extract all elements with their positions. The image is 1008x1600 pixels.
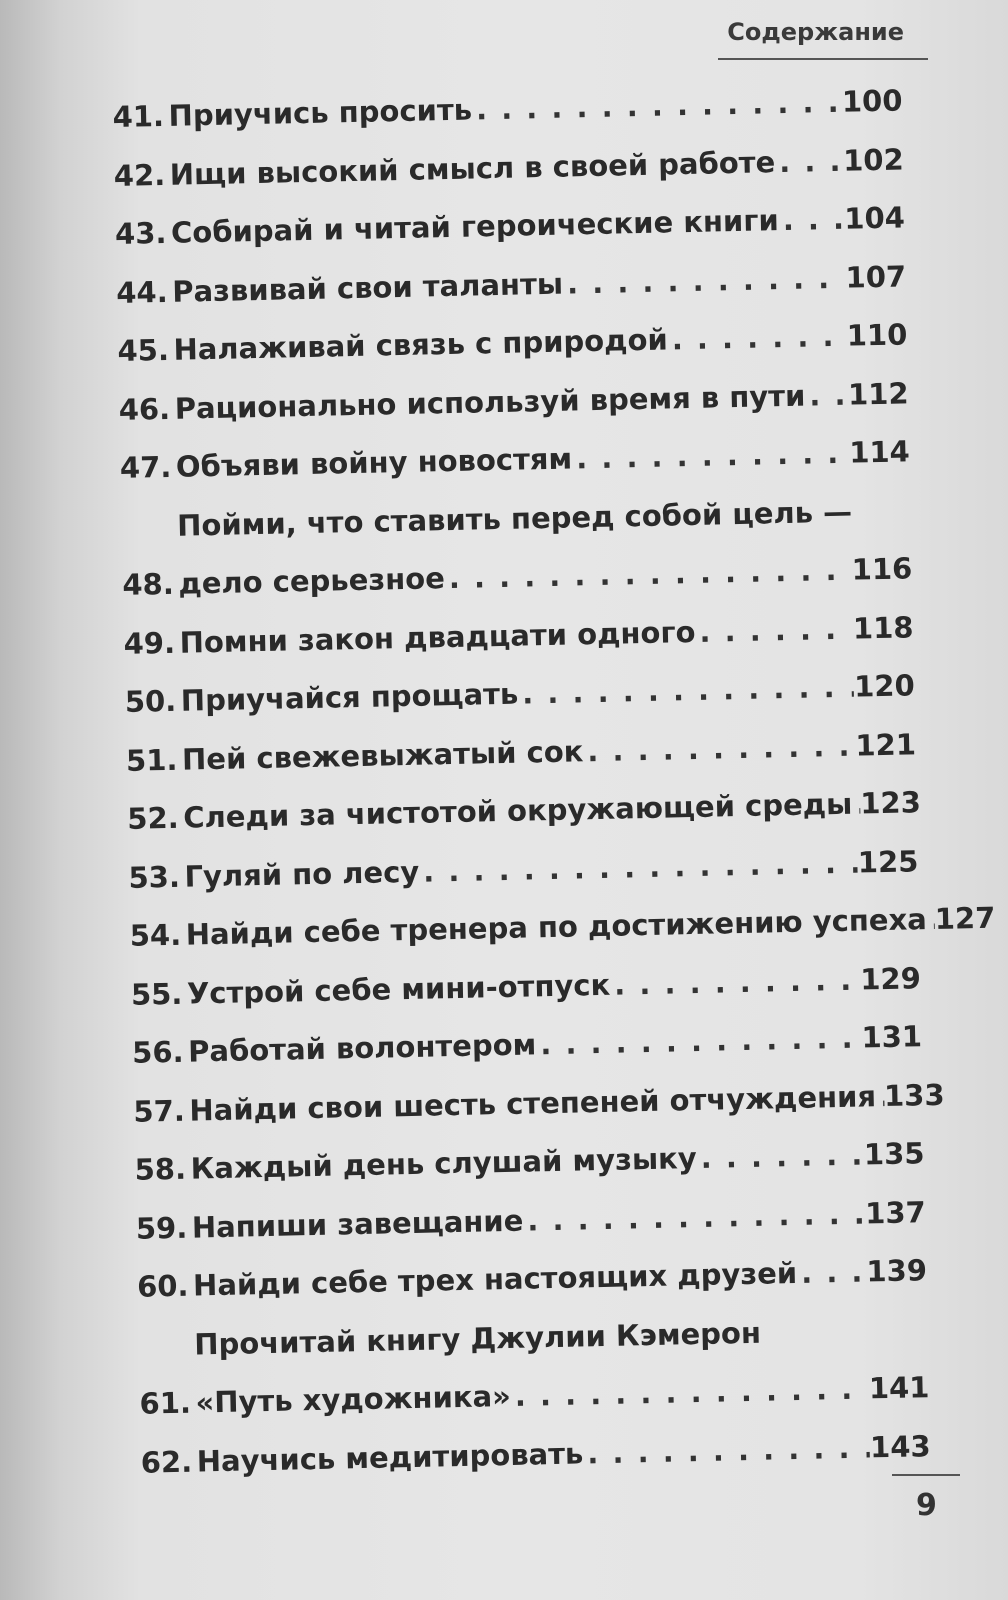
entry-title: Ищи высокий смысл в своей работе [169,144,776,192]
entry-title: Устрой себе мини-отпуск [186,967,611,1011]
entry-title: Гуляй по лесу [184,854,420,894]
entry-title: Работай волонтером [187,1027,537,1069]
entry-title: Научись медитировать [196,1435,584,1479]
entry-number: 51. [125,742,178,778]
leader-dots [805,365,849,424]
entry-number: 41. [112,98,165,134]
entry-number: 43. [114,215,167,251]
entry-number: 58. [134,1151,187,1187]
entry-title: Объяви войну новостям [175,441,573,484]
entry-number: 47. [119,449,172,485]
entry-number: 61. [139,1385,192,1421]
entry-page: 133 [883,1077,945,1113]
entry-title: Найди себе тренера по достижению успеха [185,902,928,952]
leader-dots [583,716,856,780]
leader-dots [775,131,844,191]
entry-page: 112 [847,375,909,412]
entry-number: 42. [113,157,166,193]
entry-number: 56. [131,1034,184,1070]
entry-page: 118 [852,609,914,646]
footer-rule [892,1474,960,1476]
entry-title: «Путь художника» [195,1378,512,1420]
entry-page: 127 [934,900,996,936]
entry-number: 54. [129,917,182,953]
entry-number: 53. [128,859,181,895]
entry-page: 102 [842,141,905,178]
entry-page: 110 [846,317,908,353]
entry-page: 131 [861,1019,923,1055]
entry-title: Приучись просить [168,92,473,133]
leader-dots [667,307,847,369]
entry-number: 57. [133,1093,186,1129]
entry-number: 46. [118,391,171,427]
entry-title: Найди себе трех настоящих друзей [192,1255,798,1303]
entry-page: 137 [864,1194,927,1230]
leader-dots [572,424,850,488]
entry-page: 143 [869,1428,931,1464]
leader-dots [797,1242,867,1302]
leader-dots [583,1418,871,1482]
entry-number: 44. [115,274,169,310]
entry-title: Рационально используй время в пути [174,378,806,426]
entry-number: 45. [117,332,170,368]
entry-title: дело серьезное [178,561,446,601]
leader-dots [444,541,852,608]
leader-dots [518,658,855,724]
entry-page: 104 [843,200,906,236]
entry-page: 139 [866,1253,928,1289]
entry-page: 125 [857,843,919,880]
header-rule [718,58,928,60]
entry-title-line1: Пойми, что ставить перед собой цель — [176,494,853,543]
leader-dots [419,833,859,901]
leader-dots [610,950,861,1014]
entry-page: 123 [859,785,922,821]
leader-dots [536,1009,862,1074]
entry-page: 114 [848,434,911,470]
entry-title: Пей свежевыжатый сок [181,733,584,777]
entry-number: 62. [140,1444,193,1480]
entry-page: 135 [863,1136,925,1172]
entry-page: 129 [859,960,922,997]
entry-title-line1: Прочитай книгу Джулии Кэмерон [193,1315,762,1362]
leader-dots [510,1359,869,1425]
entry-title: Помни закон двадцати одного [179,614,696,660]
entry-number: 49. [123,625,176,661]
entry-title: Налаживай связь с природой [173,322,669,367]
entry-page: 141 [868,1370,930,1406]
entry-title: Приучайся прощать [180,676,519,718]
entry-title: Напиши завещание [191,1203,524,1245]
leader-dots [778,190,845,250]
running-head: Содержание [727,18,904,46]
entry-number: 60. [136,1268,189,1304]
leader-dots [696,1125,865,1187]
entry-number: 52. [126,800,180,836]
entry-number: 50. [124,683,177,719]
entry-page: 121 [855,726,917,763]
toc-entry[interactable] [138,1300,930,1434]
entry-title: Найди свои шесть степеней отчуждения [189,1078,877,1128]
toc-entry[interactable] [121,481,913,615]
table-of-contents [112,71,996,1491]
page-number: 9 [916,1488,937,1523]
entry-title: Каждый день слушай музыку [190,1140,698,1186]
entry-page: 120 [853,668,916,704]
leader-dots [695,599,854,661]
entry-number: 59. [135,1210,188,1246]
entry-title: Собирай и читай героические книги [170,203,780,250]
entry-page: 100 [841,83,903,119]
entry-title: Следи за чистотой окружающей среды [182,786,853,835]
leader-dots [562,248,846,312]
entry-title: Развивай свои таланты [171,266,564,309]
entry-number: 48. [122,566,175,602]
entry-number: 55. [130,976,183,1012]
leader-dots [471,73,842,139]
entry-page: 116 [851,551,913,587]
entry-page: 107 [845,258,907,295]
leader-dots [523,1184,866,1250]
